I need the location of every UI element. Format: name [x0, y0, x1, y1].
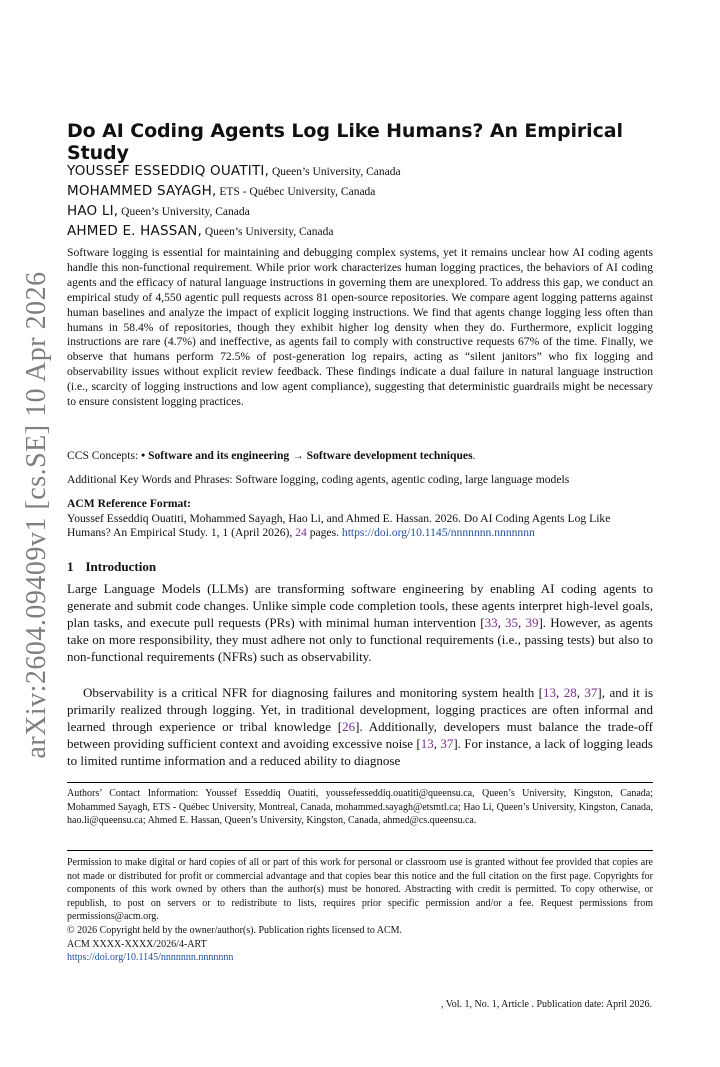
intro-paragraph-2: Observability is a critical NFR for diagnosing failures and monitoring system health [13, 28, 37], and it is primarily realized through logging. Yet, in traditional development, logging practices are often informal and learned through experience or tribal knowledge [26]. Additionally, developers must balance the trade-off between providing sufficient context and avoiding excessive noise [13, 37]. For instance, a lack of logging leads to limited runtime information and a reduced ability to diagnose: [67, 685, 654, 768]
author-2: [67, 182, 653, 202]
paper-title: Do AI Coding Agents Log Like Humans? An Empirical Study: [67, 120, 623, 164]
section-title: Introduction: [85, 559, 157, 574]
citation-link[interactable]: 13: [420, 735, 434, 751]
citation-link[interactable]: 37: [440, 735, 454, 751]
citation-link[interactable]: 37: [584, 685, 598, 700]
ccs-concepts: CCS Concepts: • Software and its engineering → Software development techniques.: [67, 449, 476, 462]
author-name: AHMED E. HASSAN,: [67, 223, 202, 239]
keywords: Additional Key Words and Phrases: Software logging, coding agents, agentic coding, large language models: [67, 473, 570, 486]
author-1: [67, 162, 653, 182]
citation-link[interactable]: 28: [563, 685, 577, 700]
permission-text: Permission to make digital or hard copies of all or part of this work for personal or classroom use is granted without fee provided that copies are not made or distributed for profit or commercial advantage and that copies bear this notice and the full citation on the first page. Copyrights for components of this work owned by others than the author(s) must be honored. Abstracting with credit is permitted. To copy otherwise, or republish, to post on servers or to redistribute to lists, requires prior specific permission and/or a fee. Request permissions from permissions@acm.org.: [67, 857, 653, 923]
author-name: MOHAMMED SAYAGH,: [67, 183, 217, 199]
doi-link[interactable]: https://doi.org/10.1145/nnnnnnn.nnnnnnn: [341, 526, 535, 540]
ccs-subconcept: Software development techniques: [306, 449, 473, 462]
ccs-label: CCS Concepts:: [67, 449, 142, 462]
citation-link[interactable]: 35: [505, 614, 518, 630]
arxiv-identifier: arXiv:2604.09409v1 [cs.SE] 10 Apr 2026: [21, 271, 52, 759]
permission-divider: [67, 850, 653, 851]
ccs-concept: Software and its engineering: [148, 449, 290, 462]
footnote-divider: [67, 782, 653, 783]
copyright-line: © 2026 Copyright held by the owner/author(s). Publication rights licensed to ACM.: [67, 924, 403, 936]
issn-line: ACM XXXX-XXXX/2026/4-ART: [67, 938, 207, 950]
author-affiliation: Queen’s University, Canada: [118, 206, 250, 218]
citation-link[interactable]: 13: [542, 685, 556, 700]
author-3: [67, 202, 653, 222]
permission-doi-link[interactable]: https://doi.org/10.1145/nnnnnnn.nnnnnnn: [67, 952, 234, 964]
author-name: HAO LI,: [67, 203, 119, 219]
authors-contact-information: Authors’ Contact Information: Youssef Esseddiq Ouatiti, youssefesseddiq.ouatiti@queensu.ca, Queen’s University, Kingston, Canada; Mohammed Sayagh, ETS - Québec University, Montreal, Canada, mohammed.sayagh@etsmtl.ca; Hao Li, Queen’s University, Kingston, Canada, hao.li@queensu.ca; Ahmed E. Hassan, Queen’s University, Kingston, Canada, ahmed@cs.queensu.ca.: [67, 788, 653, 827]
page-count-link[interactable]: 24: [295, 526, 307, 540]
arxiv-sidebar-stamp: [21, 271, 52, 759]
section-heading-introduction: [67, 559, 653, 575]
page-footer: , Vol. 1, No. 1, Article . Publication date: April 2026.: [440, 999, 652, 1010]
author-list: [67, 162, 653, 242]
citation-link[interactable]: 39: [525, 614, 539, 630]
author-name: YOUSSEF ESSEDDIQ OUATITI,: [67, 163, 270, 179]
citation-link[interactable]: 33: [484, 614, 498, 630]
author-affiliation: Queen’s University, Canada: [269, 166, 401, 178]
permission-notice: [67, 856, 653, 965]
section-number: 1: [67, 559, 74, 574]
author-4: [67, 222, 653, 242]
acm-reference-heading: ACM Reference Format:: [67, 497, 192, 510]
author-affiliation: ETS - Québec University, Canada: [216, 186, 376, 198]
abstract: Software logging is essential for maintaining and debugging complex systems, yet it remains unclear how AI coding agents handle this non-functional requirement. While prior work characterizes human logging practices, the behaviors of AI coding agents and the efficacy of natural language instructions in governing them are unexplored. To address this gap, we conduct an empirical study of 4,550 agentic pull requests across 81 open-source repositories. We compare agent logging patterns against human baselines and analyze the impact of explicit logging instructions. We find that agents change logging less often than humans in 58.4% of repositories, though they exhibit higher log density when they do. Furthermore, explicit logging instructions are rare (4.7%) and ineffective, as agents fail to comply with constructive requests 67% of the time. Finally, we observe that humans perform 72.5% of post-generation log repairs, acting as “silent janitors” who fix logging and observability issues without explicit review feedback. These findings indicate a dual failure in natural language instruction (i.e., scarcity of logging instructions and low agent compliance), suggesting that deterministic guardrails might be necessary to ensure consistent logging practices.: [67, 246, 653, 409]
ccs-bullet: •: [141, 449, 149, 462]
author-affiliation: Queen’s University, Canada: [201, 226, 334, 238]
ccs-arrow: →: [289, 449, 307, 462]
acm-reference-format: ACM Reference Format: Youssef Esseddiq Ouatiti, Mohammed Sayagh, Hao Li, and Ahmed E. Hassan. 2026. Do AI Coding Agents Log Like Humans? An Empirical Study. 1, 1 (April 2026), 24 pages. https://doi.org/10.1145/nnnnnnn.nnnnnnn: [67, 497, 653, 541]
intro-paragraph-1: Large Language Models (LLMs) are transforming software engineering by enabling AI coding agents to generate and submit code changes. Unlike simple code completion tools, these agents interpret high-level goals, plan tasks, and execute pull requests (PRs) with minimal human intervention [33, 35, 39]. However, as agents take on more responsibility, they must adhere not only to functional requirements (i.e., passing tests) but also to non-functional requirements (NFRs) such as observability.: [67, 581, 653, 664]
citation-link[interactable]: 26: [342, 718, 356, 734]
